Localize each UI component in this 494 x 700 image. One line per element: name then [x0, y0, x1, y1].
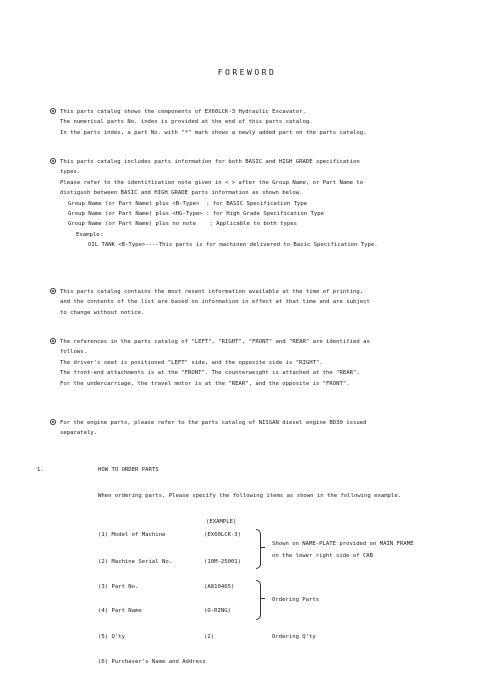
order-item-label: (6) Purchaser's Name and Address [98, 659, 206, 665]
text-line: types. [60, 169, 81, 176]
circle-bullet-icon [50, 419, 56, 425]
order-item-label: (2) Machine Serial No. [98, 559, 173, 565]
example-line: OIL TANK <B-Type>----This parts is for machinen delivered to Basic Specification Type. [88, 242, 378, 249]
text-line: For the undercarriage, the travel motor is at the "REAR", and the opposite is "FRONT". [60, 380, 350, 387]
text-line: The numerical parts No. index is provided at the end of this parts catalog. [60, 119, 313, 126]
order-item-value: (10M-25001) [204, 559, 242, 565]
order-item-label: (1) Model of Machine [98, 532, 166, 538]
text-line: This parts catalog shows the components of EX60LCK-3 Hydraulic Excavator. [60, 109, 306, 115]
order-item-label: (3) Part No. [98, 584, 139, 590]
paragraph-spec-types [60, 157, 480, 251]
ordering-parts-note: Ordering Parts [272, 597, 320, 603]
text-line: The driver's seat is positioned "LEFT" side, and the opposite side is "RIGHT". [60, 359, 323, 366]
type-note-line: Group Name (or Part Name) plus no note : Applicable to both types [68, 221, 298, 228]
page-title: FOREWORD [217, 68, 277, 77]
order-item-value: (EX60LCK-3) [204, 532, 242, 538]
circle-bullet-icon [50, 108, 56, 114]
text-line: follows. [60, 349, 87, 356]
text-line: separately. [60, 430, 98, 437]
brace-tip [261, 598, 265, 599]
section-number: 1. [37, 467, 44, 473]
example-label: Example: [76, 231, 103, 238]
section-heading: HOW TO ORDER PARTS [98, 467, 159, 473]
brace-tip [261, 547, 265, 548]
circle-bullet-icon [50, 158, 56, 164]
example-header: (EXAMPLE) [206, 519, 237, 525]
order-item-label: (5) Q'ty [98, 634, 125, 640]
brace-bracket [256, 580, 261, 620]
order-item-value: (O-RING) [204, 608, 231, 614]
paragraph-catalog-components [60, 107, 480, 138]
text-line: and the contents of the list are based on information in effect at that time and are subject [60, 299, 370, 306]
text-line: This parts catalog contains the most recent information available at the time of printing, [60, 289, 364, 295]
text-line: to change without notice. [60, 309, 145, 316]
text-line: In the parts index, a part No. with "*" mark shows a newly added part on the parts catalog. [60, 129, 367, 136]
circle-bullet-icon [50, 288, 56, 294]
text-line: The front-end attachments is at the "FRONT". The counterweight is attached at the "REAR". [60, 370, 360, 377]
section-intro: When ordering parts, Please specify the following items as shown in the following example. [98, 493, 402, 499]
order-item-label: (4) Part Name [98, 608, 142, 614]
nameplate-note: Shown on NAME-PLATE provided on MAIN FRAME [272, 541, 414, 547]
text-line: The references in the parts catalog of "LEFT", "RIGHT", "FRONT" and "REAR" are identified as [60, 339, 370, 345]
text-line: distigush between BASIC and HIGH GRADE parts information as shown below. [60, 190, 303, 197]
text-line: Please refer to the identification note given in < > after the Group Name, or Part Name to [60, 179, 364, 186]
text-line: This parts catalog includes parts information for both BASIC and HIGH GRADE specification [60, 159, 360, 165]
paragraph-engine-parts [60, 418, 480, 439]
text-line: For the engine parts, please refer to the parts catalog of NISSAN diesel engine BD30 issued [60, 420, 367, 426]
paragraph-references [60, 337, 480, 389]
order-item-value: (A810465) [204, 584, 235, 590]
circle-bullet-icon [50, 338, 56, 344]
nameplate-note: on the lower right side of CAB [272, 553, 374, 559]
brace-bracket [256, 529, 261, 569]
type-note-line: Group Name (or Part Name) plus <B-Type> : for BASIC Specification Type [68, 200, 308, 207]
order-item-value: (2) [204, 634, 215, 640]
type-note-line: Group Name (or Part Name) plus <HG-Type> : for High Grade Specification Type [68, 211, 324, 218]
paragraph-recent-information [60, 287, 480, 318]
ordering-qty-note: Ordering Q'ty [272, 634, 316, 640]
